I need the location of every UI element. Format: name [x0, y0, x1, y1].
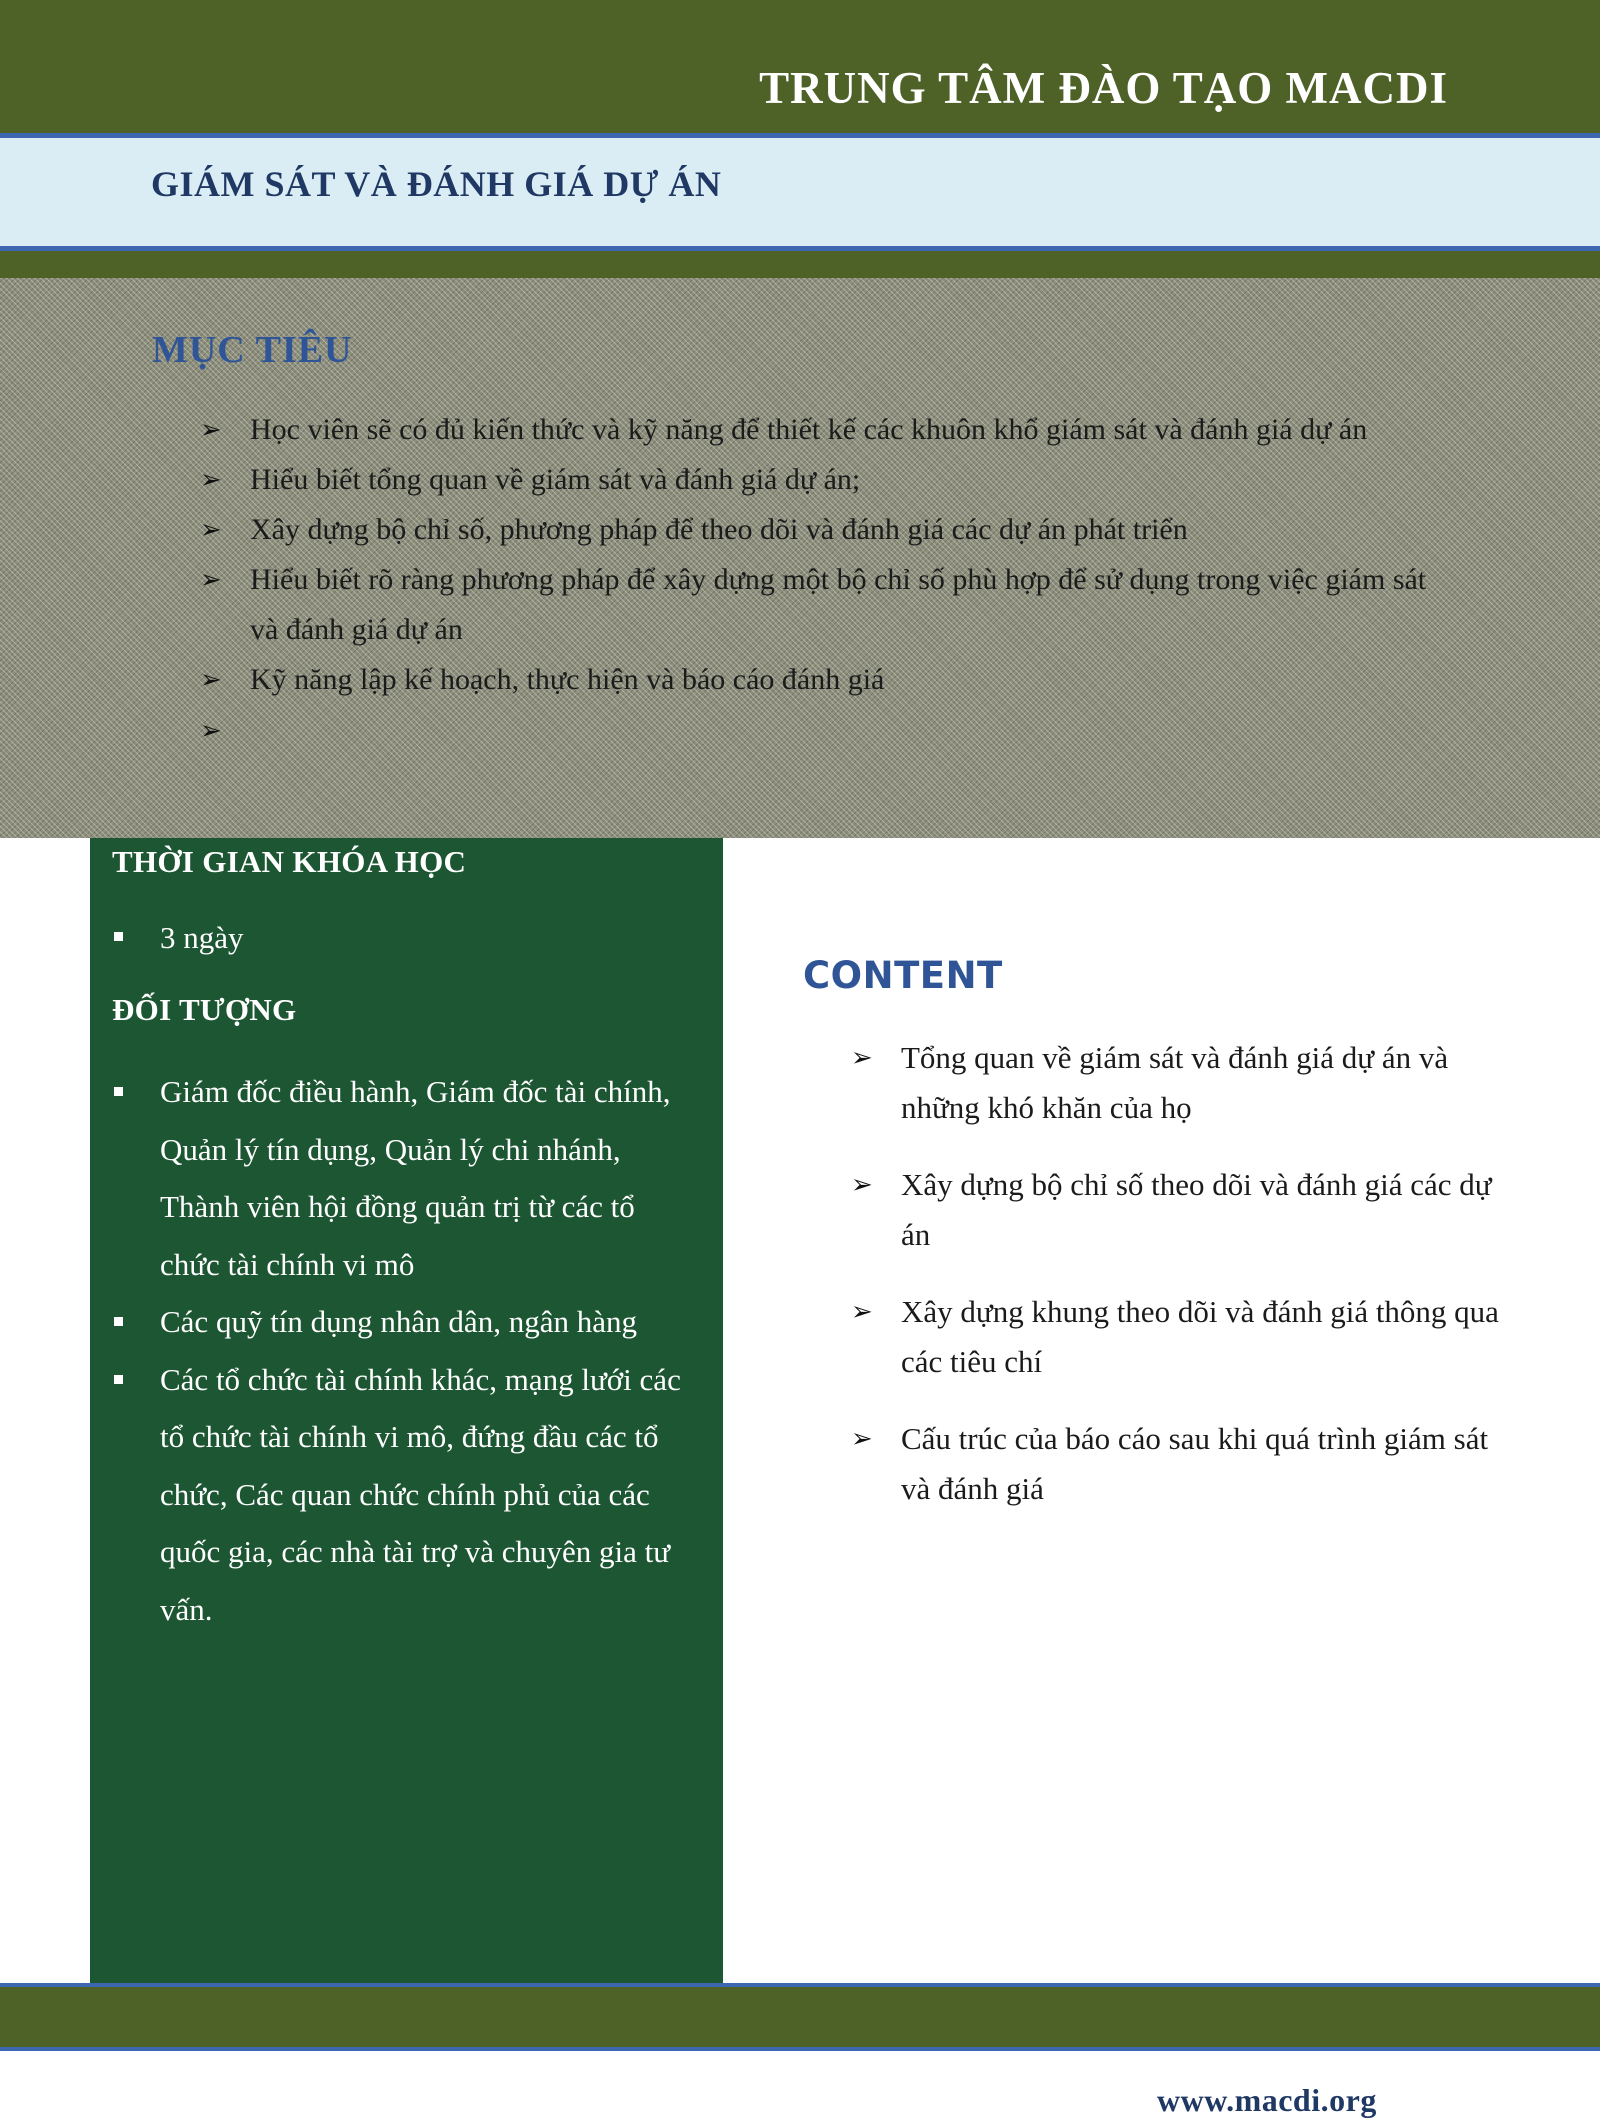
- arrow-bullet-icon: ➢: [200, 565, 222, 595]
- arrow-bullet-icon: ➢: [200, 465, 222, 495]
- arrow-bullet-icon: ➢: [200, 415, 222, 445]
- content-list: [851, 1033, 1506, 1541]
- arrow-bullet-icon: ➢: [851, 1043, 873, 1073]
- duration-heading: THỜI GIAN KHÓA HỌC: [112, 844, 467, 879]
- objective-item: ➢ Xây dựng bộ chỉ số, phương pháp để theo dõi và đánh giá các dự án phát triển: [200, 505, 1460, 555]
- content-item: ➢ Tổng quan về giám sát và đánh giá dự án và những khó khăn của họ: [851, 1033, 1506, 1133]
- arrow-bullet-icon: ➢: [851, 1424, 873, 1454]
- audience-item: Giám đốc điều hành, Giám đốc tài chính, Quản lý tín dụng, Quản lý chi nhánh, Thành viên hội đồng quản trị từ các tổ chức tài chính vi mô: [112, 1063, 702, 1293]
- duration-item: 3 ngày: [112, 915, 702, 960]
- arrow-bullet-icon: ➢: [851, 1170, 873, 1200]
- audience-list: [112, 1063, 702, 1638]
- objective-item-empty: [200, 706, 1460, 756]
- content-heading: CONTENT: [803, 954, 1003, 997]
- audience-item: Các quỹ tín dụng nhân dân, ngân hàng: [112, 1293, 702, 1351]
- content-item: ➢ Cấu trúc của báo cáo sau khi quá trình giám sát và đánh giá: [851, 1414, 1506, 1514]
- content-item: ➢ Xây dựng bộ chỉ số theo dõi và đánh giá các dự án: [851, 1160, 1506, 1260]
- audience-item: Các tổ chức tài chính khác, mạng lưới các tổ chức tài chính vi mô, đứng đầu các tổ chức, Các quan chức chính phủ của các quốc gia, các nhà tài trợ và chuyên gia tư vấn.: [112, 1351, 702, 1639]
- square-bullet-icon: [114, 1317, 123, 1326]
- arrow-bullet-icon: ➢: [851, 1297, 873, 1327]
- course-title: GIÁM SÁT VÀ ĐÁNH GIÁ DỰ ÁN: [151, 164, 722, 204]
- objective-item: ➢ Hiểu biết rõ ràng phương pháp để xây dựng một bộ chỉ số phù hợp để sử dụng trong việc giám sát và đánh giá dự án: [200, 555, 1460, 655]
- objective-item: ➢ Kỹ năng lập kế hoạch, thực hiện và báo cáo đánh giá: [200, 655, 1460, 706]
- square-bullet-icon: [114, 932, 123, 941]
- organization-title: TRUNG TÂM ĐÀO TẠO MACDI: [759, 63, 1448, 113]
- footer-bar: [0, 1987, 1600, 2047]
- objective-item: ➢ Học viên sẽ có đủ kiến thức và kỹ năng để thiết kế các khuôn khổ giám sát và đánh giá dự án: [200, 405, 1460, 455]
- square-bullet-icon: [114, 1375, 123, 1384]
- content-item: ➢ Xây dựng khung theo dõi và đánh giá thông qua các tiêu chí: [851, 1287, 1506, 1387]
- objectives-heading: MỤC TIÊU: [152, 329, 353, 371]
- arrow-bullet-icon: ➢: [200, 515, 222, 545]
- duration-list: [112, 915, 702, 960]
- objectives-list: [200, 405, 1460, 756]
- website-link[interactable]: www.macdi.org: [1157, 2082, 1377, 2118]
- audience-heading: ĐỐI TƯỢNG: [112, 992, 297, 1027]
- footer-divider-bottom: [0, 2047, 1600, 2051]
- arrow-bullet-icon: ➢: [200, 716, 222, 746]
- band-green-strip: [0, 251, 1600, 278]
- square-bullet-icon: [114, 1087, 123, 1096]
- arrow-bullet-icon: ➢: [200, 665, 222, 695]
- objective-item: ➢ Hiểu biết tổng quan về giám sát và đánh giá dự án;: [200, 455, 1460, 505]
